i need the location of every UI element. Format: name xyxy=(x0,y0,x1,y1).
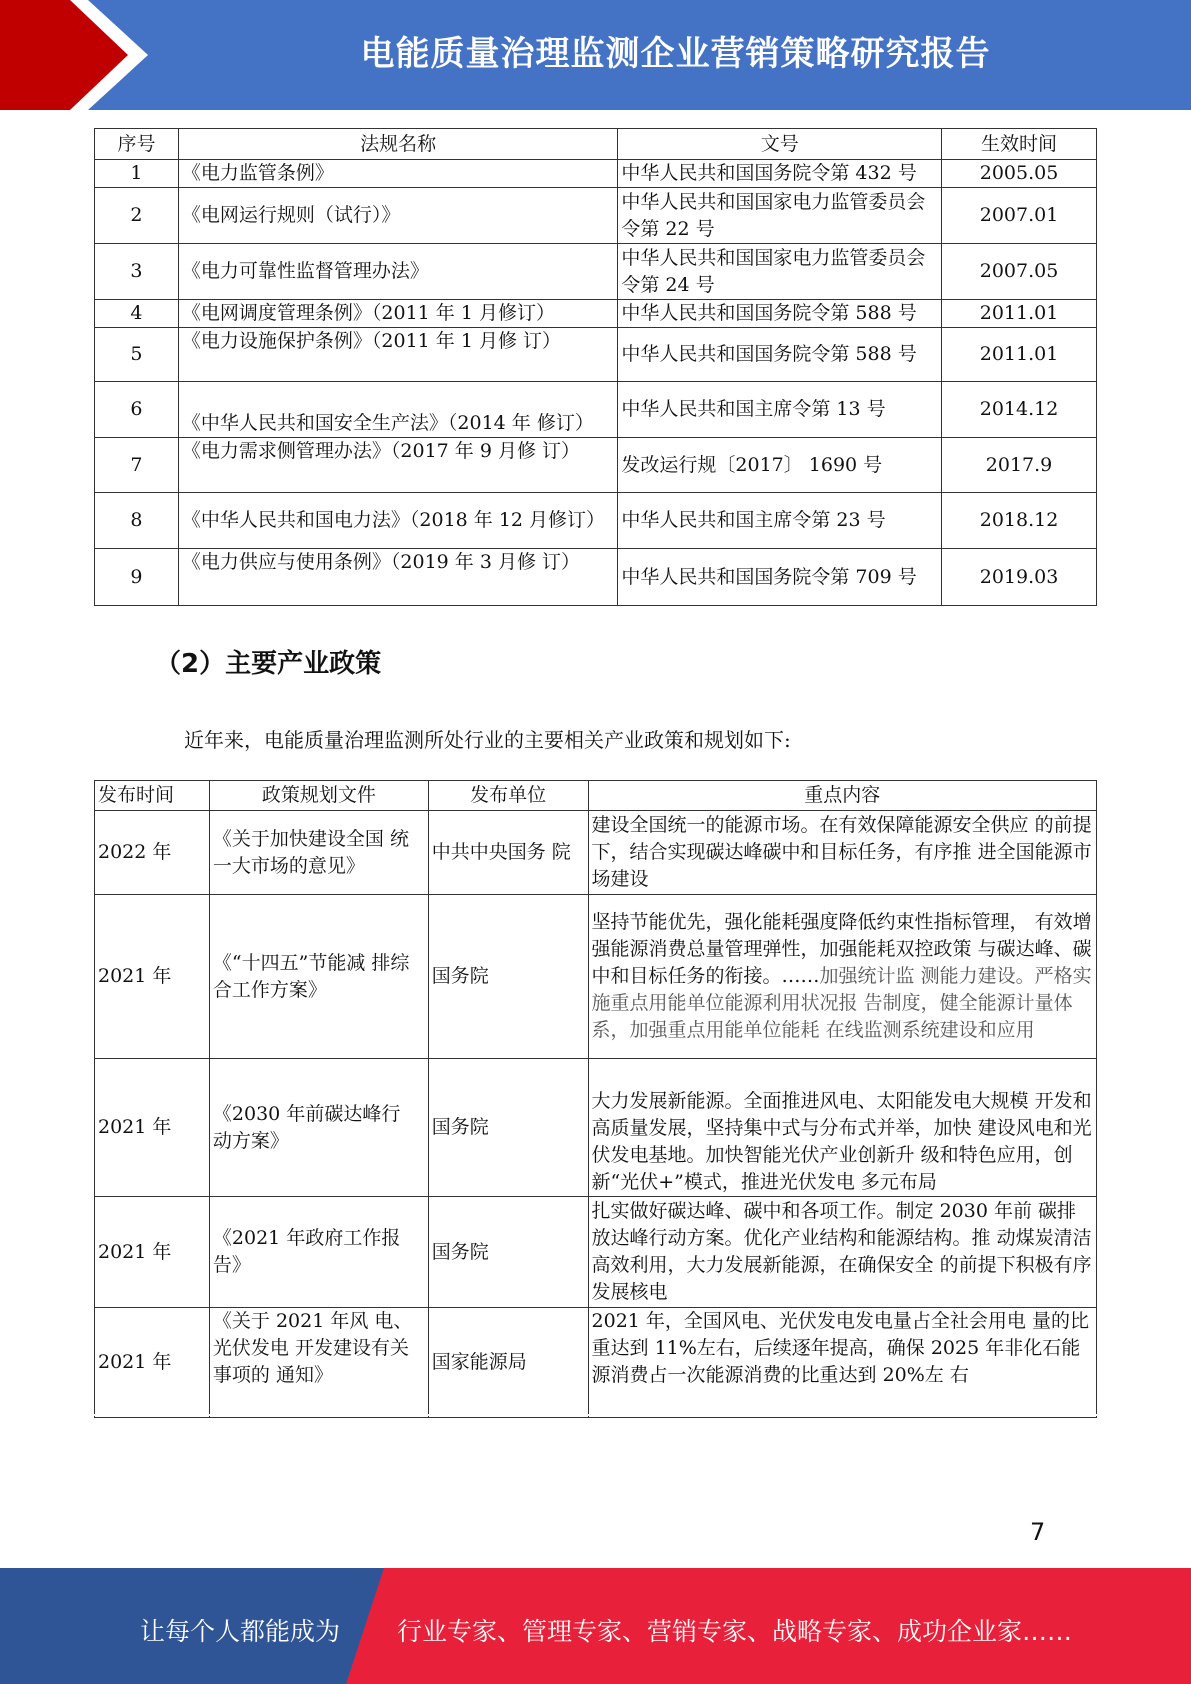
cell-date: 2007.05 xyxy=(942,244,1097,300)
content-text-gray: 加强统计监 测能力建设。严格实施重点用能单位能源利用状况报 告制度，健全能源计量体系，加强重点用能单位能耗 在线监测系统建设和应用 xyxy=(591,965,1092,1041)
cell-name: 《电力供应与使用条例》（2019 年 3 月修 订） xyxy=(178,549,617,606)
col-header-date: 生效时间 xyxy=(942,129,1097,160)
table-row xyxy=(95,493,1097,549)
cell-file: 《关于 2021 年风 电、光伏发电 开发建设有关事项的 通知》 xyxy=(209,1308,428,1418)
col-header-doc: 文号 xyxy=(618,129,942,160)
col-header-unit: 发布单位 xyxy=(428,781,588,811)
table-row xyxy=(95,895,1097,1059)
table-row xyxy=(95,188,1097,244)
cell-time: 2021 年 xyxy=(95,1197,210,1308)
table-bottom-cut xyxy=(94,1414,1098,1416)
cell-doc: 中华人民共和国国家电力监管委员会令第 24 号 xyxy=(618,244,942,300)
table-row xyxy=(95,438,1097,493)
cell-no: 4 xyxy=(95,300,179,328)
cell-file: 《关于加快建设全国 统一大市场的意见》 xyxy=(209,811,428,895)
col-header-content: 重点内容 xyxy=(588,781,1096,811)
cell-name: 《电力监管条例》 xyxy=(178,160,617,188)
cell-content xyxy=(588,1308,1096,1418)
header-arrow-decoration xyxy=(0,0,160,110)
content-text: 扎实做好碳达峰、碳中和各项工作。制定 2030 年前 碳排放达峰行动方案。优化产业结构和能源结构。推 动煤炭清洁高效利用，大力发展新能源，在确保安全 的前提下积极有序发展核电 xyxy=(591,1200,1092,1303)
cell-no: 5 xyxy=(95,328,179,382)
cell-no: 2 xyxy=(95,188,179,244)
cell-name: 《电力需求侧管理办法》（2017 年 9 月修 订） xyxy=(178,438,617,493)
col-header-time: 发布时间 xyxy=(95,781,210,811)
cell-no: 8 xyxy=(95,493,179,549)
cell-name: 《电力可靠性监督管理办法》 xyxy=(178,244,617,300)
cell-content xyxy=(588,895,1096,1059)
content-text: 大力发展新能源。全面推进风电、太阳能发电大规模 开发和高质量发展，坚持集中式与分布式并举，加快 建设风电和光伏发电基地。加快智能光伏产业创新升 级和特色应用，创新“光伏+”模式，推进光伏发电 多元布局 xyxy=(591,1090,1092,1193)
cell-doc: 中华人民共和国国务院令第 588 号 xyxy=(618,300,942,328)
cell-name: 《电网运行规则（试行）》 xyxy=(178,188,617,244)
cell-content xyxy=(588,1197,1096,1308)
cell-no: 7 xyxy=(95,438,179,493)
table-row xyxy=(95,244,1097,300)
cell-name: 《电力设施保护条例》（2011 年 1 月修 订） xyxy=(178,328,617,382)
cell-name: 《中华人民共和国安全生产法》（2014 年 修订） xyxy=(178,382,617,438)
cell-doc: 中华人民共和国主席令第 13 号 xyxy=(618,382,942,438)
table-row xyxy=(95,549,1097,606)
table-row xyxy=(95,300,1097,328)
cell-date: 2017.9 xyxy=(942,438,1097,493)
section-intro: 近年来，电能质量治理监测所处行业的主要相关产业政策和规划如下: xyxy=(184,728,791,752)
col-header-no: 序号 xyxy=(95,129,179,160)
col-header-name: 法规名称 xyxy=(178,129,617,160)
table-row xyxy=(95,1308,1097,1418)
section-title: （2）主要产业政策 xyxy=(155,649,382,679)
cell-doc: 发改运行规〔2017〕 1690 号 xyxy=(618,438,942,493)
cell-doc: 中华人民共和国国家电力监管委员会令第 22 号 xyxy=(618,188,942,244)
content-text: 建设全国统一的能源市场。在有效保障能源安全供应 的前提下，结合实现碳达峰碳中和目标任务，有序推 进全国能源市场建设 xyxy=(591,814,1092,890)
cell-date: 2014.12 xyxy=(942,382,1097,438)
table-row xyxy=(95,328,1097,382)
cell-unit: 国务院 xyxy=(428,1197,588,1308)
table-row xyxy=(95,811,1097,895)
cell-date: 2011.01 xyxy=(942,328,1097,382)
cell-unit: 国务院 xyxy=(428,895,588,1059)
cell-no: 1 xyxy=(95,160,179,188)
cell-time: 2021 年 xyxy=(95,1308,210,1418)
cell-content xyxy=(588,811,1096,895)
page-number: 7 xyxy=(1030,1518,1046,1546)
col-header-file: 政策规划文件 xyxy=(209,781,428,811)
cell-unit: 中共中央国务 院 xyxy=(428,811,588,895)
footer-slogan-right: 行业专家、管理专家、营销专家、战略专家、成功企业家…… xyxy=(397,1617,1073,1646)
cell-time: 2021 年 xyxy=(95,895,210,1059)
report-title: 电能质量治理监测企业营销策略研究报告 xyxy=(360,34,991,74)
cell-file: 《“十四五”节能减 排综合工作方案》 xyxy=(209,895,428,1059)
content-text: 坚持节能优先，强化能耗强度降低约束性指标管理， 有效增强能源消费总量管理弹性，加强能耗双控政策 与碳达峰、碳中和目标任务的衔接。…… xyxy=(591,911,1092,987)
table-row xyxy=(95,1059,1097,1197)
cell-time: 2022 年 xyxy=(95,811,210,895)
cell-time: 2021 年 xyxy=(95,1059,210,1197)
cell-date: 2007.01 xyxy=(942,188,1097,244)
content-text: 2021 年，全国风电、光伏发电发电量占全社会用电 量的比重达到 11%左右，后续逐年提高，确保 2025 年非化石能源消费占一次能源消费的比重达到 20%左 右 xyxy=(591,1310,1089,1386)
cell-doc: 中华人民共和国主席令第 23 号 xyxy=(618,493,942,549)
cell-date: 2018.12 xyxy=(942,493,1097,549)
cell-no: 3 xyxy=(95,244,179,300)
cell-content xyxy=(588,1059,1096,1197)
policies-table xyxy=(94,780,1097,1418)
cell-doc: 中华人民共和国国务院令第 432 号 xyxy=(618,160,942,188)
cell-name: 《中华人民共和国电力法》（2018 年 12 月修订） xyxy=(178,493,617,549)
cell-doc: 中华人民共和国国务院令第 588 号 xyxy=(618,328,942,382)
cell-date: 2019.03 xyxy=(942,549,1097,606)
table-row xyxy=(95,160,1097,188)
cell-date: 2005.05 xyxy=(942,160,1097,188)
cell-unit: 国家能源局 xyxy=(428,1308,588,1418)
table-row xyxy=(95,1197,1097,1308)
cell-unit: 国务院 xyxy=(428,1059,588,1197)
footer-slogan-left: 让每个人都能成为 xyxy=(140,1617,341,1646)
cell-no: 9 xyxy=(95,549,179,606)
table-row xyxy=(95,382,1097,438)
cell-date: 2011.01 xyxy=(942,300,1097,328)
cell-file: 《2030 年前碳达峰行 动方案》 xyxy=(209,1059,428,1197)
regulations-table xyxy=(94,128,1097,606)
cell-no: 6 xyxy=(95,382,179,438)
cell-file: 《2021 年政府工作报告》 xyxy=(209,1197,428,1308)
cell-doc: 中华人民共和国国务院令第 709 号 xyxy=(618,549,942,606)
cell-name: 《电网调度管理条例》（2011 年 1 月修订） xyxy=(178,300,617,328)
